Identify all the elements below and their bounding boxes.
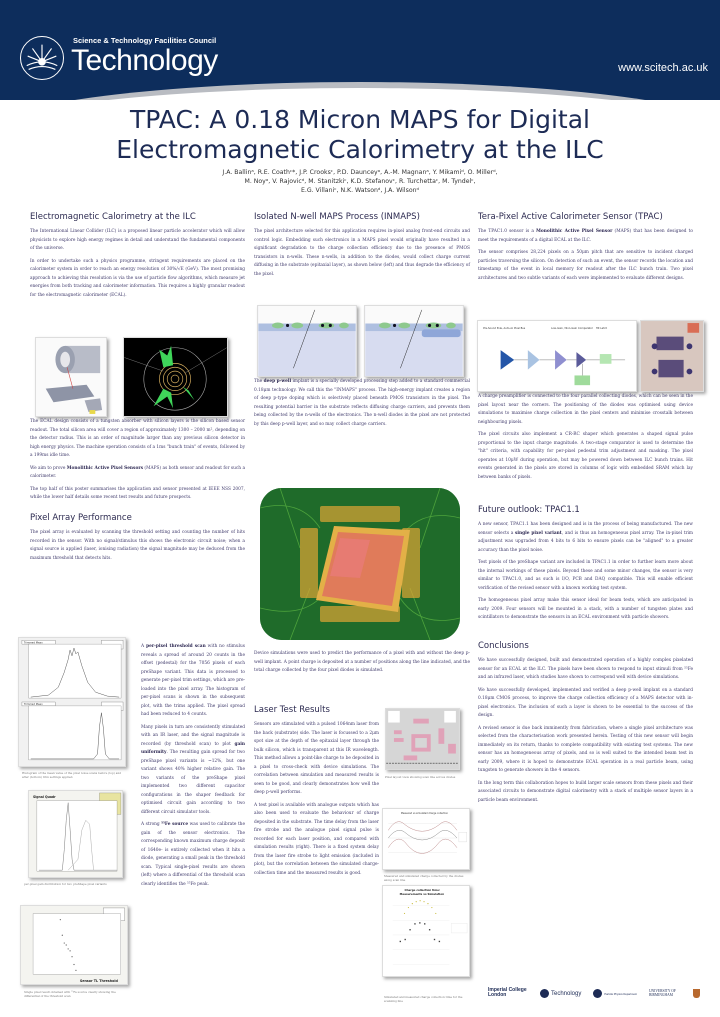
- stfc-logo-icon: [593, 989, 602, 998]
- trimmed-mean-histograms: [18, 637, 126, 767]
- paragraph: A per-pixel threshold scan with no stimulus reveals a spread of around 20 counts in the offset (pedestal) for the 7056 pixels of each preShape variant. This data is processed to generate per-pixel trim settings, which are pre-loaded into the pixel array. The histogram of per-pixel scans is shown in the subsequent plot, with the trims applied. The pixel spread had been reduced to 4 counts.: [141, 644, 245, 717]
- paragraph: Many pixels in turn are consistently stimulated with an IR laser, and the signal magnitude is recorded (by threshold scan) to plot gain uniformity. The resulting gain spread for two preShape pixel variants is ~12%, but one variant shows 40% higher relative gain. The two variants of the preShape pixel implemented two different capacitor configurations in the shaper feedback for optimised circuit gain according to two different circuit simulator tools.: [141, 724, 245, 815]
- svg-text:Trimmed Mean: Trimmed Mean: [23, 703, 43, 707]
- svg-text:Signal Quadr: Signal Quadr: [32, 794, 56, 799]
- paragraph: We have successfully developed, implemented and verified a deep p-well implant on a standard 0.18μm CMOS process, to improve the charge collection efficiency of a MAPS detector with in-pixel electronics. The inclusion of such a layer is shown to be essential to the success of the design.: [478, 687, 693, 718]
- section-pixel-array: [30, 513, 245, 567]
- section-laser-tests: [254, 705, 379, 882]
- header-arc: [0, 82, 720, 100]
- paragraph: The pixel architecture selected for this application requires in-pixel analog front-end circuits and control logic. Embedding such electronics in a MAPS pixel would originally have resulted in a significant degradation to the charge collection efficiency due to the presence of PMOS transistors in n-wells. These n-wells, in addition to the diodes, would collect charge current diffusing in the substrate (epitaxial layer), as shown below (left) and thus degrade the efficiency of the pixel.: [254, 229, 470, 277]
- charge-collection-time-plot: [382, 885, 470, 977]
- section-heading: Electromagnetic Calorimetry at the ILC: [30, 212, 196, 222]
- poster-title: [0, 105, 720, 165]
- section-future-outlook: [478, 505, 693, 627]
- section-inmaps-continued: [254, 378, 470, 433]
- stfc-technology-logo: Technology: [540, 989, 581, 998]
- authors-line-1: J.A. Ballinᵃ, R.E. Coathᶜ*, J.P. Crooksᶜ, P.D. Daunceyᵃ, A.-M. Magnanᵃ, Y. Mikamiᵈ, O. Millerᵈ,: [222, 169, 498, 176]
- layout-caption: Pixel layout view showing scan line across diodes: [385, 775, 456, 779]
- svg-text:Pre-Sound Pole, Auto-zo Pixel: Pre-Sound Pole, Auto-zo Pixel Bus: [483, 326, 526, 330]
- paragraph: The pixel array is evaluated by scanning the threshold setting and counting the number of hits recorded in the sensor. With no signal/stimulus this shows the electronic circuit noise; when a signal source is applied (laser, ionising radiation) the signal magnitude may be deduced from the maximum threshold that detects hits.: [30, 530, 245, 561]
- gain-caption: per-pixel gain distribution for two preShape pixel variants: [24, 882, 107, 886]
- stfc-logo-icon: [20, 36, 64, 80]
- org-name: Science & Technology Facilities Council: [73, 36, 217, 45]
- ppd-logo: Particle Physics Department: [593, 989, 637, 998]
- author-list: [160, 168, 560, 195]
- pixel-cross-section-with-deep-pwell: [364, 305, 464, 377]
- fe55-caption: Single pixel result obtained with ⁵⁵Fe source clearly showing the differential of the threshold scan: [24, 990, 116, 998]
- paragraph: A test pixel is available with analogue outputs which has also been used to evaluate the behaviour of charge deposited in the substrate. The time delay from the laser fire strobe and the analogue pixel signal pulse is recorded for each laser position, and compared with simulation results (right). There is a fixed system delay from the laser fire strobe to light emission (included in plot), but the correlation between the simulated charge-collection time and the measured results is good.: [254, 802, 379, 876]
- sim-caption: Measured and simulated charge collected by the diodes along scan line: [384, 874, 464, 882]
- section-heading: Conclusions: [478, 641, 529, 651]
- fe55-threshold-plot: [20, 905, 128, 985]
- section-ecal-continued: [30, 418, 245, 507]
- title-line-1: TPAC: A 0.18 Micron MAPS for Digital: [130, 105, 590, 134]
- svg-text:Trimmed Mean: Trimmed Mean: [23, 641, 43, 645]
- paragraph: Sensors are stimulated with a pulsed 1064nm laser from the back (substrate) side. The laser is focussed to a 2μm spot size at the depth of the epitaxial layer through the bulk silicon, which is transparent at this IR wavelength. This method allows a point-like charge to be deposited in a pixel to cross-check with device simulations. The correlation between simulation and measured results is seen to be good, and clearly demonstrates how well the deep p-well performs.: [254, 722, 379, 795]
- stfc-logo-icon: [540, 989, 549, 998]
- birmingham-crest-icon: [693, 989, 700, 998]
- section-heading: Isolated N-well MAPS Process (INMAPS): [254, 212, 420, 222]
- deep-pwell-highlight: deep p-well: [263, 379, 292, 384]
- section-heading: Pixel Array Performance: [30, 513, 132, 523]
- pixel-array-text-column: [141, 643, 245, 893]
- paragraph: The deep p-well implant is a specially developed processing step added to a standard commercial 0.18μm technology. We call this the "INMAPS" process. The high-energy implant creates a region of deep p-type doping which is selectively placed beneath PMOS transistors in the pixel. The resulting potential barrier in the substrate reflects diffusing charge carriers, and prevents them being collected by the n-wells of the electronics. The n-well diodes in the pixel are not protected by this deep p-well layer, and so may collect charge carriers.: [254, 379, 470, 427]
- time-caption: Simulated and measured charge collection time for the scanning line: [384, 995, 463, 1003]
- imperial-college-logo: Imperial College London: [488, 987, 527, 998]
- partner-logos: [488, 985, 718, 1001]
- section-heading: Laser Test Results: [254, 705, 330, 715]
- section-laser-intro: [254, 650, 470, 680]
- brand-name: Technology: [71, 44, 218, 77]
- svg-text:Measured vs simulated charge c: Measured vs simulated charge collection: [400, 811, 449, 815]
- maps-highlight: Monolithic Active Pixel Sensor: [536, 229, 613, 234]
- paragraph: Test pixels of the preShape variant are included in TPAC1.1 in order to further learn more about the internal workings of these pixels. Beyond these and some minor changes, the sensor is very similar to TPAC1.0, and as such is I/O, PCB and DAQ compatible. This will enable efficient verification of the revised sensor with a known working test system.: [478, 560, 693, 591]
- paragraph: The pixel circuits also implement a CR-RC shaper which generates a shaped signal pulse proportional to the input charge magnitude. A two-stage comparator is used to determine the "hit" criteria, with capability for per-pixel pedestal trim adjustment and masking. The pixel operates at 10μW during operation, but may be powered down between ILC bunch trains. Hit events generated in the pixels are stored in columns of logic with embedded SRAM which lay between banks of pixels.: [478, 432, 693, 480]
- authors-line-3: E.G. Villaniᶜ, N.K. Watsonᵈ, J.A. Wilsonᵈ: [300, 187, 420, 194]
- svg-text:Hit Latch: Hit Latch: [595, 326, 608, 330]
- maps-highlight: Monolithic Active Pixel Sensors: [66, 465, 144, 471]
- title-line-2: Electromagnetic Calorimetry at the ILC: [116, 135, 604, 164]
- histogram-caption: Histogram of the mean value of the pixel noise scans before (top) and after (bottom) trim settings applied.: [22, 771, 122, 779]
- paragraph: Device simulations were used to predict the performance of a pixel with and without the deep p-well implant. A point charge is deposited at a number of positions along the line indicated, and the total charge collected by the four pixel diodes is simulated.: [254, 651, 470, 673]
- paragraph: The International Linear Collider (ILC) is a proposed linear particle accelerator which will allow physicists to explore high energy regimes in detail and understand the fundamental components of the universe.: [30, 229, 245, 251]
- svg-text:Low-Gain / Non-Gain Comparator: Low-Gain / Non-Gain Comparator: [551, 326, 593, 330]
- paragraph: We aim to prove Monolithic Active Pixel Sensors (MAPS) as both sensor and readout for such a calorimeter.: [30, 465, 246, 479]
- website-link[interactable]: www.scitech.ac.uk: [618, 62, 708, 74]
- paragraph: A revised sensor is due back imminently from fabrication, where a single pixel architecture was selected from the characterisation work presented herein. Testing of this new sensor will begin immediately on its return, thanks to complete compatibility with existing test systems. The new sensor has an homogeneous array of pixels, and so is well suited to the intended beam test in early 2009, where it is hoped to demonstrate ECAL operation in a real particle beam, using tungsten to generate showers in the 4 sensors.: [478, 725, 693, 773]
- svg-text:Charge collection time:: Charge collection time:: [404, 887, 441, 892]
- section-heading: Future outlook: TPAC1.1: [478, 505, 580, 515]
- ecal-detector-diagram: [35, 337, 107, 417]
- charge-collection-simulation-plot: [382, 808, 470, 870]
- section-ecal: [30, 212, 245, 304]
- section-conclusions: [478, 641, 693, 809]
- paragraph: A strong ⁵⁵Fe source was used to calibrate the gain of the sensor electronics. The corresponding known maximum charge deposit of 1640e- is entirely collected when it hits a diode, generating a small peak in the threshold scan. Typical single-pixel results are shown (left) where a differential of the threshold scan clearly identifies the ⁵⁵Fe peak.: [141, 822, 245, 887]
- paragraph: In the long term this collaboration hopes to build larger scale sensors from these pixels and their associated circuits to demonstrate digital calorimetry with a stack of multiple sensor layers in a particle beam environment.: [478, 780, 693, 803]
- fe55-x-axis-label: Sensor TL Threshold: [79, 979, 118, 984]
- paragraph: The TPAC1.0 sensor is a Monolithic Active Pixel Sensor (MAPS) that has been designed to meet the requirements of a digital ECAL at the ILC.: [478, 229, 693, 243]
- pixel-layout-photo: [640, 320, 704, 392]
- section-inmaps: [254, 212, 470, 283]
- poster-header: [0, 0, 720, 100]
- tpac-chip-photo: [260, 488, 460, 640]
- birmingham-logo: UNIVERSITY OF BIRMINGHAM: [648, 989, 676, 997]
- particle-shower-event-display: [123, 337, 228, 417]
- gain-uniformity-histogram: [28, 790, 123, 878]
- paragraph: The ECAL design consists of a tungsten absorber with silicon layers is the silicon based sensor readout. The total silicon area will cover a region of approximately 1300 – 2000 m², depending on the detector radius. This is an order of magnitude larger than any previous silicon detector in high energy physics. The machine operation consists of a 1ms "bunch train" of events, followed by a 199ms idle time.: [30, 419, 245, 458]
- section-tpac-continued: [478, 393, 693, 486]
- section-tpac: [478, 212, 693, 287]
- paragraph: The top half of this poster summarises the application and sensor presented at IEEE NSS 2007, while the lower half details some recent test results and future prospects.: [30, 486, 245, 500]
- pixel-layout-view: [385, 708, 460, 770]
- svg-text:Measurements vs Simulation: Measurements vs Simulation: [399, 891, 445, 896]
- paragraph: In order to undertake such a physics programme, stringent requirements are placed on the calorimeter system in order to reach an energy resolution of 30%/√E (GeV). The most promising approach to achieving this resolution is via the use of particle flow algorithms, which measure jet energies from both tracking and calorimeter information. This requires a highly granular readout for the electromagnetic calorimeter (ECAL).: [30, 258, 245, 298]
- pixel-cross-section-without-deep-pwell: [257, 305, 357, 377]
- paragraph: The sensor comprises 28,224 pixels on a 50μm pitch that are sensitive to incident charged particles traversing the silicon. On detection of such an event, the sensor records the location and timestamp of the event in local memory for readout after the ILC bunch train. Two pixel architectures and two subtle variants of each were implemented to evaluate different designs.: [478, 250, 693, 281]
- section-heading: Tera-Pixel Active Calorimeter Sensor (TPAC): [478, 212, 663, 222]
- paragraph: A new sensor, TPAC1.1 has been designed and is in the process of being manufactured. The new sensor selects a single pixel variant, and is thus an homogeneous pixel array. The in-pixel trim adjustment was upgraded from 4 bits to 6 bits to ensure pixels can be "aligned" to a greater accuracy than the pixel noise.: [478, 522, 693, 553]
- paragraph: The homogeneous pixel array make this sensor ideal for beam tests, which are anticipated in early 2009. Four sensors will be mounted in a stack, with a number of tungsten plates and scintillators to demonstrate the sensors in an ECAL environment with particle showers.: [478, 598, 693, 620]
- paragraph: A charge preamplifier is connected to the four parallel collecting diodes, which can be seen in the pixel layout near the corners. The positioning of the diodes was optimised using device simulations to maximise charge collection in the pixel centers and minimise crosstalk between neighbouring pixels.: [478, 394, 693, 425]
- authors-line-2: M. Noyᵃ, V. Rajovicᵈ, M. Stanitzkiᶜ, K.D. Stefanovᶜ, R. Turchettaᶜ, M. Tyndelᶜ,: [244, 178, 476, 185]
- paragraph: We have successfully designed, built and demonstrated operation of a highly complex pixelated sensor for an ECAL at the ILC. The pixels have been shown to respond to input stimuli from ⁵⁵Fe and an infrared laser, which studies have shown to correspond well with device simulations.: [478, 658, 693, 680]
- pixel-circuit-schematic: [477, 320, 637, 392]
